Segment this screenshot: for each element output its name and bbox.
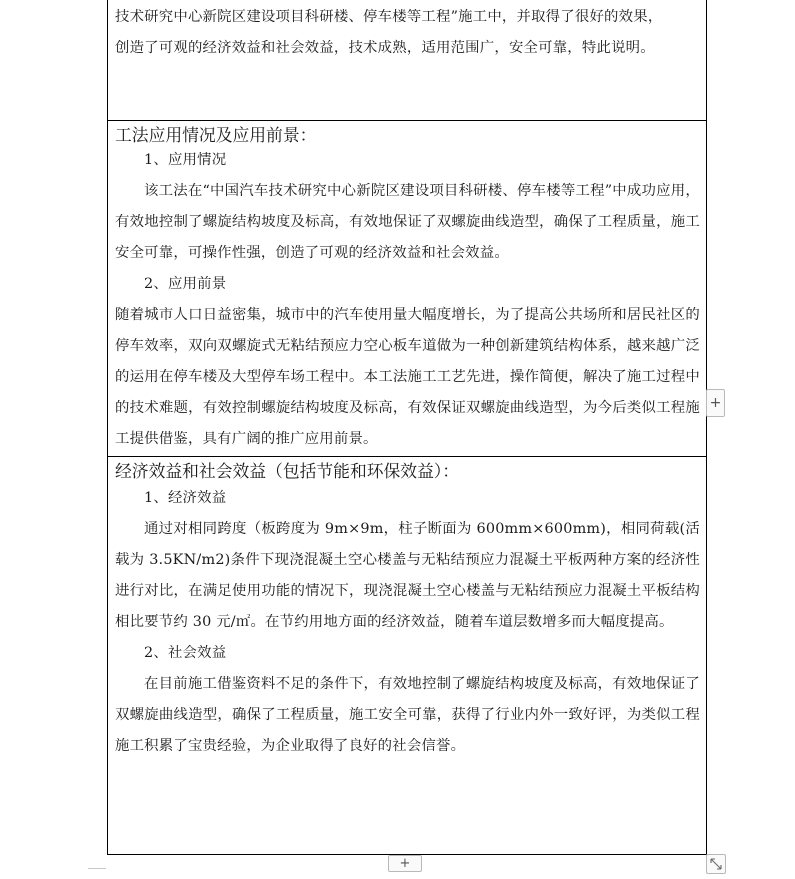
intro-line-1: 技术研究中心新院区建设项目科研楼、停车楼等工程”施工中，并取得了很好的效果， — [115, 9, 663, 25]
resize-arrows-icon — [707, 855, 725, 873]
document-table — [107, 0, 707, 855]
table-cell-intro[interactable] — [108, 2, 706, 120]
application-status-subheading: 1、应用情况 — [144, 152, 227, 168]
plus-icon: + — [709, 395, 722, 411]
plus-icon: + — [399, 856, 411, 871]
application-prospect-paragraph: 随着城市人口日益密集，城市中的汽车使用量大幅度增长，为了提高公共场所和居民社区的停车效率，双向双螺旋式无粘结预应力空心板车道做为一种创新建筑结构体系，越来越广泛的运用在停车楼及大型停车场工程中。本工法施工工艺先进，操作简便，解决了施工过程中的技术难题，有效控制螺旋结构坡度及标高，有效保证双螺旋曲线造型，为今后类似工程施工提供借鉴，具有广阔的推广应用前景。 — [115, 307, 700, 447]
application-status-paragraph: 该工法在“中国汽车技术研究中心新院区建设项目科研楼、停车楼等工程”中成功应用，有效地控制了螺旋结构坡度及标高，有效地保证了双螺旋曲线造型，确保了工程质量，施工安全可靠，可操作性强，创造了可观的经济效益和社会效益。 — [115, 183, 700, 261]
page-corner-mark — [88, 868, 106, 878]
benefits-heading: 经济效益和社会效益（包括节能和环保效益）： — [115, 461, 460, 481]
add-row-button[interactable] — [706, 389, 725, 417]
table-resize-handle[interactable] — [706, 854, 726, 874]
intro-line-2: 创造了可观的经济效益和社会效益，技术成熟，适用范围广，安全可靠，特此说明。 — [115, 40, 655, 56]
economic-benefit-paragraph: 通过对相同跨度（板跨度为 9m×9m，柱子断面为 600mm×600mm)，相同荷载(活载为 3.5KN/m2)条件下现浇混凝土空心楼盖与无粘结预应力混凝土平板两种方案的经济性进行对比，在满足使用功能的情况下，现浇混凝土空心楼盖与无粘结预应力混凝土平板结构相比要节约 30 元/㎡。在节约用地方面的经济效益，随着车道层数增多而大幅度提高。 — [115, 521, 700, 630]
social-benefit-subheading: 2、社会效益 — [144, 645, 227, 661]
table-cell-application[interactable] — [108, 120, 706, 456]
economic-benefit-subheading: 1、经济效益 — [144, 490, 227, 506]
application-heading: 工法应用情况及应用前景： — [115, 125, 317, 145]
application-prospect-subheading: 2、应用前景 — [144, 276, 227, 292]
add-column-button[interactable] — [388, 855, 422, 872]
social-benefit-paragraph: 在目前施工借鉴资料不足的条件下，有效地控制了螺旋结构坡度及标高，有效地保证了双螺旋曲线造型，确保了工程质量，施工安全可靠，获得了行业内外一致好评，为类似工程施工积累了宝贵经验，为企业取得了良好的社会信誉。 — [115, 676, 700, 754]
table-cell-benefits[interactable] — [108, 456, 706, 854]
